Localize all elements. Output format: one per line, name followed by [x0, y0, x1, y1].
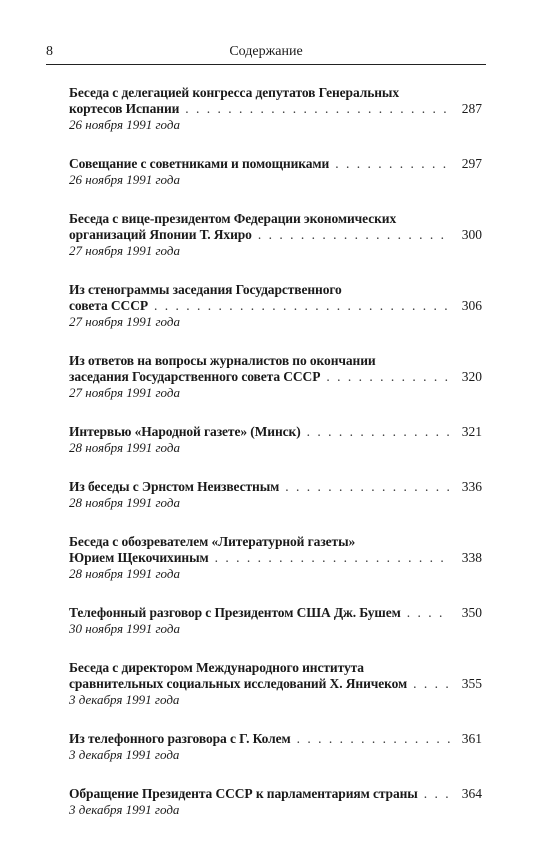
toc-entry-date: 3 декабря 1991 года [69, 802, 180, 817]
toc-entry [69, 731, 482, 762]
running-header [46, 42, 486, 65]
toc-entry-title: сравнительных социальных исследований Х. Яничеком [69, 676, 408, 691]
running-title: Содержание [229, 44, 303, 59]
dot-leader [215, 550, 450, 566]
toc-entry-date: 27 ноября 1991 года [69, 385, 180, 400]
toc-entry-leader-line [69, 605, 482, 621]
toc-entry-leader-line [69, 298, 482, 314]
dot-leader [154, 298, 450, 314]
toc-entry-title: Телефонный разговор с Президентом США Дж. Бушем [69, 605, 401, 620]
toc-entry-page-number: 287 [461, 101, 482, 116]
toc-entry-date: 28 ноября 1991 года [69, 440, 180, 455]
dot-leader [326, 369, 450, 385]
toc-entry [69, 282, 482, 329]
dot-leader [258, 227, 450, 243]
dot-leader [297, 731, 450, 747]
toc-entry-title: организаций Японии Т. Яхиро [69, 227, 252, 242]
toc-entry-date: 28 ноября 1991 года [69, 495, 180, 510]
dot-leader [413, 676, 450, 692]
toc-entry-title-line: Из ответов на вопросы журналистов по окончании [69, 353, 376, 368]
dot-leader [185, 101, 450, 117]
toc-entry-page-number: 320 [461, 369, 482, 384]
dot-leader [285, 479, 450, 495]
toc-entry-title: Интервью «Народной газете» (Минск) [69, 424, 301, 439]
toc-entry-leader-line [69, 676, 482, 692]
toc-entry-page-number: 361 [461, 731, 482, 746]
toc-entry-leader-line [69, 227, 482, 243]
toc-entry-title: Совещание с советниками и помощниками [69, 156, 330, 171]
toc-entry [69, 534, 482, 581]
toc-entry-date: 28 ноября 1991 года [69, 566, 180, 581]
toc-entry-title-line: Из стенограммы заседания Государственного [69, 282, 342, 297]
toc-entry-page-number: 364 [461, 786, 482, 801]
toc-entry-title-line: Беседа с делегацией конгресса депутатов Генеральных [69, 85, 400, 100]
toc-entry-page-number: 338 [461, 550, 482, 565]
toc-entry-leader-line [69, 101, 482, 117]
toc-entry-leader-line [69, 156, 482, 172]
toc-entry-page-number: 300 [461, 227, 482, 242]
toc-entry-date: 26 ноября 1991 года [69, 117, 180, 132]
toc-entry-page-number: 350 [461, 605, 482, 620]
dot-leader [407, 605, 450, 621]
toc-entry-title: Юрием Щекочихиным [69, 550, 209, 565]
toc-entry-page-number: 355 [461, 676, 482, 691]
toc-entry-leader-line [69, 731, 482, 747]
toc-entry [69, 479, 482, 510]
toc-entry-title: совета СССР [69, 298, 149, 313]
toc-entry-title: Обращение Президента СССР к парламентариям страны [69, 786, 418, 801]
toc-entry-title: заседания Государственного совета СССР [69, 369, 321, 384]
toc-entry [69, 786, 482, 817]
toc-entry [69, 660, 482, 707]
toc-entry-title: кортесов Испании [69, 101, 180, 116]
toc-entry-page-number: 306 [461, 298, 482, 313]
toc-entry-date: 3 декабря 1991 года [69, 747, 180, 762]
toc-entry [69, 605, 482, 636]
toc-entry-date: 27 ноября 1991 года [69, 243, 180, 258]
toc-entry-page-number: 321 [461, 424, 482, 439]
toc-entry-title: Из телефонного разговора с Г. Колем [69, 731, 291, 746]
toc-entry [69, 424, 482, 455]
toc-entry-leader-line [69, 369, 482, 385]
page-number: 8 [46, 44, 53, 59]
toc-entry-leader-line [69, 479, 482, 495]
dot-leader [335, 156, 450, 172]
toc-entry-leader-line [69, 424, 482, 440]
toc-entry-leader-line [69, 550, 482, 566]
toc-entry [69, 85, 482, 132]
toc-entry-title: Из беседы с Эрнстом Неизвестным [69, 479, 280, 494]
toc-entry [69, 156, 482, 187]
dot-leader [307, 424, 450, 440]
toc-entry-date: 27 ноября 1991 года [69, 314, 180, 329]
toc-entry-date: 26 ноября 1991 года [69, 172, 180, 187]
toc-entry [69, 211, 482, 258]
toc-entry-title-line: Беседа с вице-президентом Федерации экономических [69, 211, 397, 226]
toc-entry [69, 353, 482, 400]
toc-entry-title-line: Беседа с директором Международного института [69, 660, 364, 675]
toc-entry-date: 30 ноября 1991 года [69, 621, 180, 636]
toc-entry-title-line: Беседа с обозревателем «Литературной газеты» [69, 534, 356, 549]
toc-entry-page-number: 297 [461, 156, 482, 171]
toc-entry-date: 3 декабря 1991 года [69, 692, 180, 707]
toc-entry-page-number: 336 [461, 479, 482, 494]
toc-list [69, 85, 482, 841]
